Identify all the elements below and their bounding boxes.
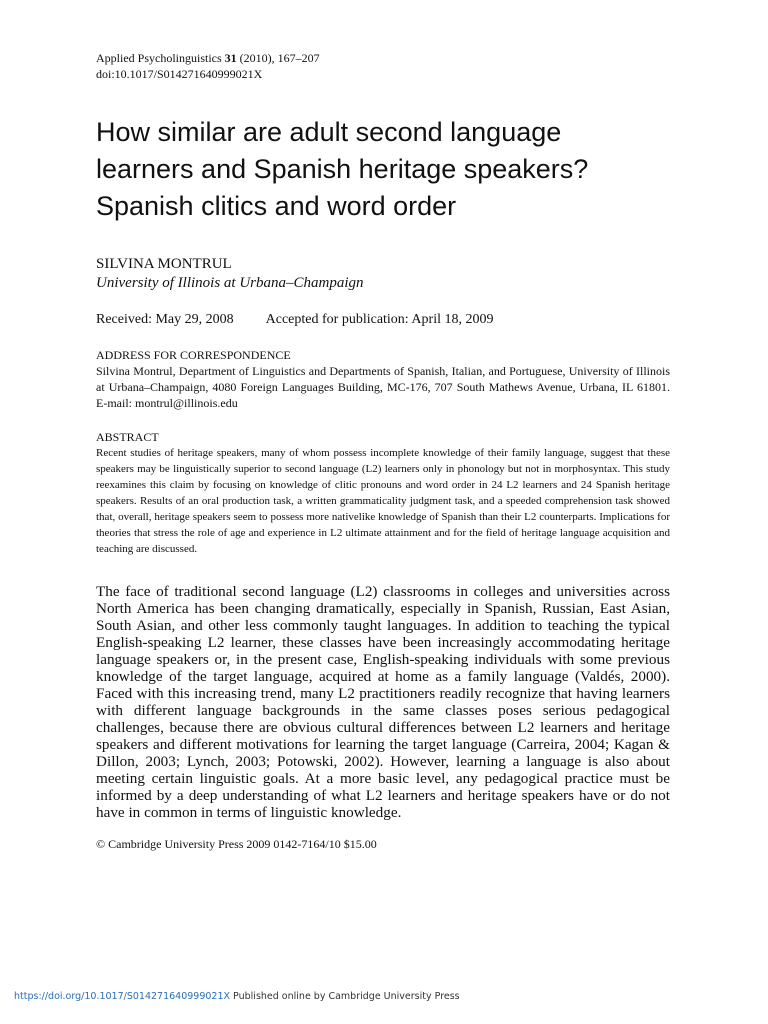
correspondence-heading: ADDRESS FOR CORRESPONDENCE xyxy=(96,348,291,362)
article-first-page xyxy=(96,50,670,852)
received-date: Received: May 29, 2008 xyxy=(96,312,234,327)
journal-volume: 31 xyxy=(224,51,237,65)
author-affiliation: University of Illinois at Urbana–Champaign xyxy=(96,275,364,291)
correspondence-text: Silvina Montrul, Department of Linguistics and Departments of Spanish, Italian, and Portuguese, University of Illinois at Urbana–Champaign, 4080 Foreign Languages Building, MC-176, 707 South Mathews Avenue, Urbana, IL 61801. E-mail: montrul@illinois.edu xyxy=(96,364,670,410)
abstract-text: Recent studies of heritage speakers, many of whom possess incomplete knowledge of their family language, suggest that these speakers may be linguistically superior to second language (L2) learners only in phonology but not in morphosyntax. This study reexamines this claim by focusing on knowledge of clitic pronouns and word order in 24 L2 learners and 24 Spanish heritage speakers. Results of an oral production task, a written grammaticality judgment task, and a speeded comprehension task showed that, overall, heritage speakers seem to possess more nativelike knowledge of Spanish than their L2 counterparts. Implications for theories that stress the role of age and experience in L2 ultimate attainment and for the field of heritage language acquisition and teaching are discussed. xyxy=(96,447,670,555)
abstract-heading: ABSTRACT xyxy=(96,430,159,444)
page-footer xyxy=(14,990,460,1004)
journal-year-pages: (2010), 167–207 xyxy=(239,51,320,65)
body-paragraph: The face of traditional second language (L2) classrooms in colleges and universities across North America has been changing dramatically, especially in Spanish, Russian, East Asian, South Asian, and other less commonly taught languages. In addition to teaching the typical English-speaking L2 learner, these classes have been increasingly accommodating heritage language speakers or, in the present case, English-speaking individuals with some previous knowledge of the target language, acquired at home as a family language (Valdés, 2000). Faced with this increasing trend, many L2 practitioners readily recognize that having learners with different language backgrounds in the same classes poses serious pedagogical challenges, because there are obvious cultural differences between L2 learners and heritage speakers and different motivations for learning the target language (Carreira, 2004; Kagan & Dillon, 2003; Lynch, 2003; Potowski, 2002). However, learning a language is also about meeting certain linguistic goals. At a more basic level, any pedagogical practice must be informed by a deep understanding of what L2 learners and heritage speakers have or do not have in common in terms of linguistic knowledge. xyxy=(96,583,670,821)
footer-published-text: Published online by Cambridge University Press xyxy=(230,991,460,1002)
author-name: SILVINA MONTRUL xyxy=(96,256,232,272)
journal-name: Applied Psycholinguistics xyxy=(96,51,222,65)
article-dates xyxy=(96,311,670,329)
accepted-date: Accepted for publication: April 18, 2009 xyxy=(265,312,494,327)
article-title: How similar are adult second language learners and Spanish heritage speakers? Spanish clitics and word order xyxy=(96,117,589,221)
journal-doi: doi:10.1017/S014271640999021X xyxy=(96,67,263,81)
doi-link[interactable]: https://doi.org/10.1017/S014271640999021X xyxy=(14,991,231,1002)
journal-citation xyxy=(96,50,670,66)
copyright-line: © Cambridge University Press 2009 0142-7164/10 $15.00 xyxy=(96,837,377,851)
